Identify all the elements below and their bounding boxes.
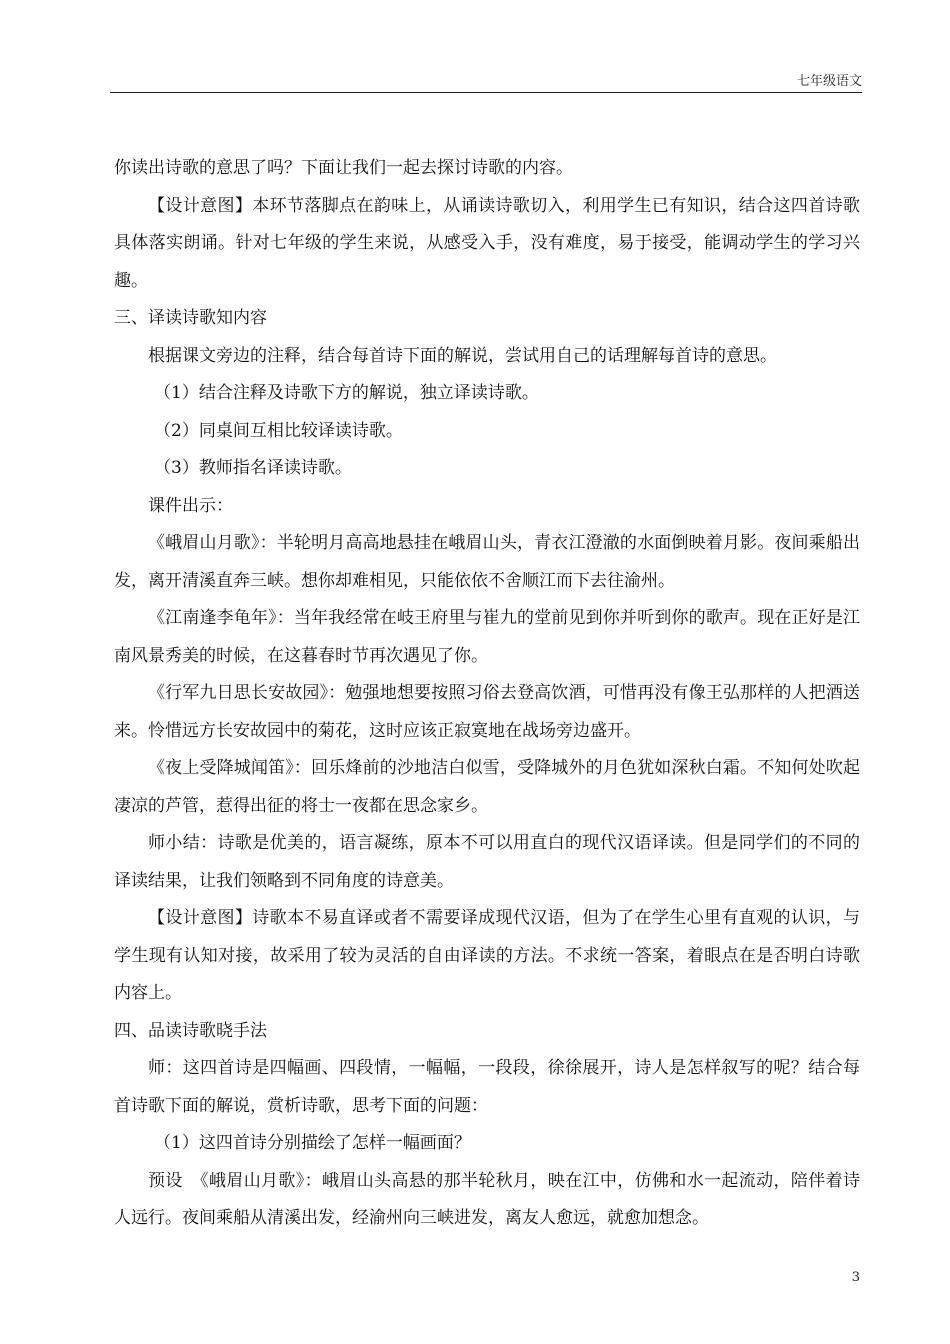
section-heading: 三、译读诗歌知内容 xyxy=(114,308,267,328)
section-heading: 四、品读诗歌晓手法 xyxy=(114,1020,267,1041)
paragraph: 你读出诗歌的意思了吗？下面让我们一起去探讨诗歌的内容。 xyxy=(114,158,573,178)
page-header xyxy=(110,70,862,92)
design-intent: 【设计意图】诗歌本不易直译或者不需要译成现代汉语，但为了在学生心里有直观的认识，与学生现有认知对接，故采用了较为灵活的自由译读的方法。不求统一答案，着眼点在是否明白诗歌内容上。 xyxy=(114,908,860,1003)
list-item: （3）教师指名译读诗歌。 xyxy=(154,458,352,478)
teacher-summary: 师小结：诗歌是优美的，语言凝练，原本不可以用直白的现代汉语译读。但是同学们的不同的译读结果，让我们领略到不同角度的诗意美。 xyxy=(114,833,860,891)
paragraph: 师：这四首诗是四幅画、四段情，一幅幅，一段段，徐徐展开，诗人是怎样叙写的呢？结合每首诗歌下面的解说，赏析诗歌，思考下面的问题： xyxy=(114,1058,860,1116)
poem-translation: 《行军九日思长安故园》：勉强地想要按照习俗去登高饮酒，可惜再没有像王弘那样的人把酒送来。怜惜远方长安故园中的菊花，这时应该正寂寞地在战场旁边盛开。 xyxy=(114,683,860,741)
poem-translation: 《峨眉山月歌》：半轮明月高高地悬挂在峨眉山头，青衣江澄澈的水面倒映着月影。夜间乘船出发，离开清溪直奔三峡。想你却难相见，只能依依不舍顺江而下去往渝州。 xyxy=(114,533,860,591)
list-item: （1）这四首诗分别描绘了怎样一幅画面？ xyxy=(154,1133,471,1153)
list-item: （2）同桌间互相比较译读诗歌。 xyxy=(154,420,403,441)
paragraph: 根据课文旁边的注释，结合每首诗下面的解说，尝试用自己的话理解每首诗的意思。 xyxy=(148,345,777,366)
design-intent: 【设计意图】本环节落脚点在韵味上，从诵读诗歌切入，利用学生已有知识，结合这四首诗歌具体落实朗诵。针对七年级的学生来说，从感受入手，没有难度，易于接受，能调动学生的学习兴趣。 xyxy=(114,195,860,291)
document-body xyxy=(114,150,860,1238)
poem-translation: 《夜上受降城闻笛》：回乐烽前的沙地洁白似雪，受降城外的月色犹如深秋白霜。不知何处吹起凄凉的芦管，惹得出征的将士一夜都在思念家乡。 xyxy=(114,758,860,816)
header-title: 七年级语文 xyxy=(796,74,862,89)
list-item: （1）结合注释及诗歌下方的解说，独立译读诗歌。 xyxy=(154,383,539,403)
page-number: 3 xyxy=(851,1270,860,1285)
poem-translation: 《江南逢李龟年》：当年我经常在岐王府里与崔九的堂前见到你并听到你的歌声。现在正好是江南风景秀美的时候，在这暮春时节再次遇见了你。 xyxy=(114,608,860,666)
header-rule xyxy=(110,92,862,93)
paragraph: 课件出示： xyxy=(148,495,233,516)
paragraph: 预设 《峨眉山月歌》：峨眉山头高悬的那半轮秋月，映在江中，仿佛和水一起流动，陪伴着诗人远行。夜间乘船从清溪出发，经渝州向三峡进发，离友人愈远，就愈加想念。 xyxy=(114,1170,860,1228)
